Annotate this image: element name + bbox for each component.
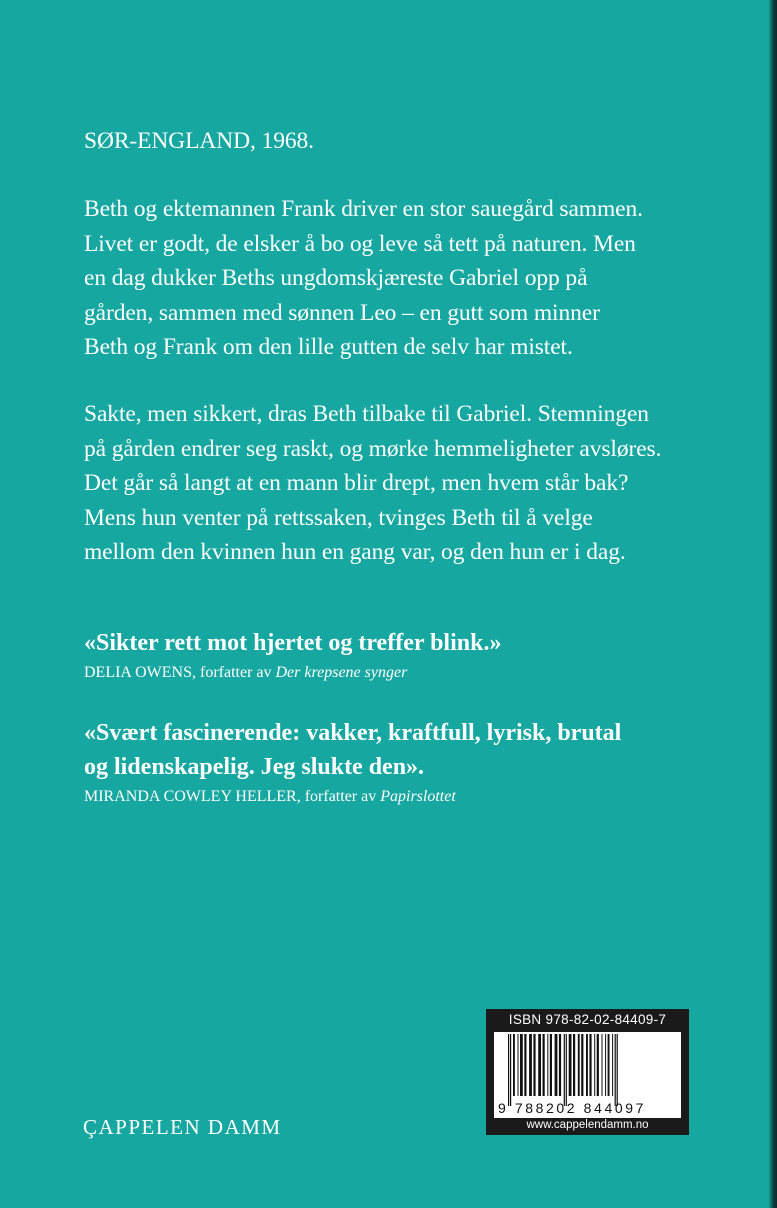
- blurb-line: Sakte, men sikkert, dras Beth tilbake til Gabriel. Stemningen: [84, 401, 649, 427]
- blurb-line: gården, sammen med sønnen Leo – en gutt som minner: [84, 299, 600, 326]
- barcode-bar: [510, 1034, 511, 1106]
- barcode-bar: [602, 1034, 603, 1096]
- quote-author: DELIA OWENS: [84, 664, 192, 681]
- setting-line: [84, 124, 744, 159]
- blurb-line: Livet er godt, de elsker å bo og leve så tett på naturen. Men: [84, 230, 636, 257]
- blurb-line: Beth og Frank om den lille gutten de selv har mistet.: [84, 334, 573, 360]
- barcode-bar: [550, 1034, 552, 1096]
- quote-author-role: , forfatter av: [191, 664, 276, 681]
- review-quote-2: [84, 716, 724, 784]
- publisher-website: www.cappelendamm.no: [526, 1119, 649, 1131]
- blurb-paragraph-1: [84, 192, 744, 365]
- quote-author: MIRANDA COWLEY HELLER: [84, 788, 297, 805]
- barcode-bar: [508, 1034, 509, 1106]
- blurb-paragraph-2: [84, 397, 744, 570]
- barcode-bar: [581, 1034, 583, 1096]
- setting-text: SØR-ENGLAND, 1968.: [84, 128, 314, 154]
- barcode-panel: [494, 1032, 681, 1118]
- barcode-digits: 9 788202 844097: [498, 1100, 646, 1116]
- barcode-bar: [612, 1034, 613, 1096]
- barcode-bar: [605, 1034, 606, 1096]
- blurb-line: en dag dukker Beths ungdomskjæreste Gabriel opp på: [84, 265, 588, 291]
- blurb-line: på gården endrer seg raskt, og mørke hemmeligheter avsløres.: [84, 435, 662, 462]
- blurb-line: Beth og ektemannen Frank driver en stor sauegård sammen.: [84, 196, 643, 222]
- barcode-bar: [513, 1034, 515, 1096]
- barcode-bar: [566, 1034, 567, 1106]
- quote-line: og lidenskapelig. Jeg slukte den».: [84, 754, 425, 780]
- review-quote-1: [84, 626, 724, 660]
- barcode-bar: [573, 1034, 575, 1096]
- barcode-bar: [543, 1034, 545, 1096]
- publisher-logo: ÇAPPELEN DAMM: [83, 1115, 282, 1139]
- quote-author-work: Der krepsene synger: [275, 664, 408, 681]
- barcode-bar: [586, 1034, 588, 1096]
- barcode-bar: [518, 1034, 519, 1096]
- barcode-bar: [547, 1034, 548, 1096]
- quote-author-work: Papirslottet: [380, 788, 456, 805]
- barcode-bar: [533, 1034, 535, 1096]
- blurb-line: Mens hun venter på rettssaken, tvinges Beth til å velge: [84, 504, 593, 531]
- barcode-bar: [559, 1034, 561, 1096]
- barcode-bar: [617, 1034, 618, 1106]
- barcode-bar: [597, 1034, 599, 1096]
- barcode-bar: [608, 1034, 610, 1096]
- barcode-bar: [520, 1034, 523, 1096]
- quote-line: «Svært fascinerende: vakker, kraftfull, lyrisk, brutal: [84, 720, 622, 746]
- barcode-bar: [569, 1034, 572, 1096]
- barcode-bar: [524, 1034, 526, 1096]
- barcode-bar: [594, 1034, 595, 1096]
- barcode-bar: [564, 1034, 565, 1106]
- barcode-bar: [555, 1034, 558, 1096]
- isbn-barcode-box: [486, 1009, 689, 1135]
- quote-author-role: , forfatter av: [296, 788, 381, 805]
- quote-attribution-1: [84, 663, 407, 683]
- isbn-label: ISBN 978-82-02-84409-7: [508, 1012, 667, 1027]
- barcode-bar: [529, 1034, 532, 1096]
- blurb-line: Det går så langt at en mann blir drept, men hvem står bak?: [84, 470, 629, 496]
- barcode-bar: [538, 1034, 541, 1096]
- barcode-bar: [589, 1034, 591, 1096]
- quote-attribution-2: [84, 787, 456, 807]
- quote-line: «Sikter rett mot hjertet og treffer blink.»: [84, 630, 502, 656]
- spine-edge: [769, 0, 777, 1208]
- blurb-line: mellom den kvinnen hun en gang var, og den hun er i dag.: [84, 539, 626, 565]
- barcode-bar: [615, 1034, 616, 1106]
- barcode-bar: [578, 1034, 580, 1096]
